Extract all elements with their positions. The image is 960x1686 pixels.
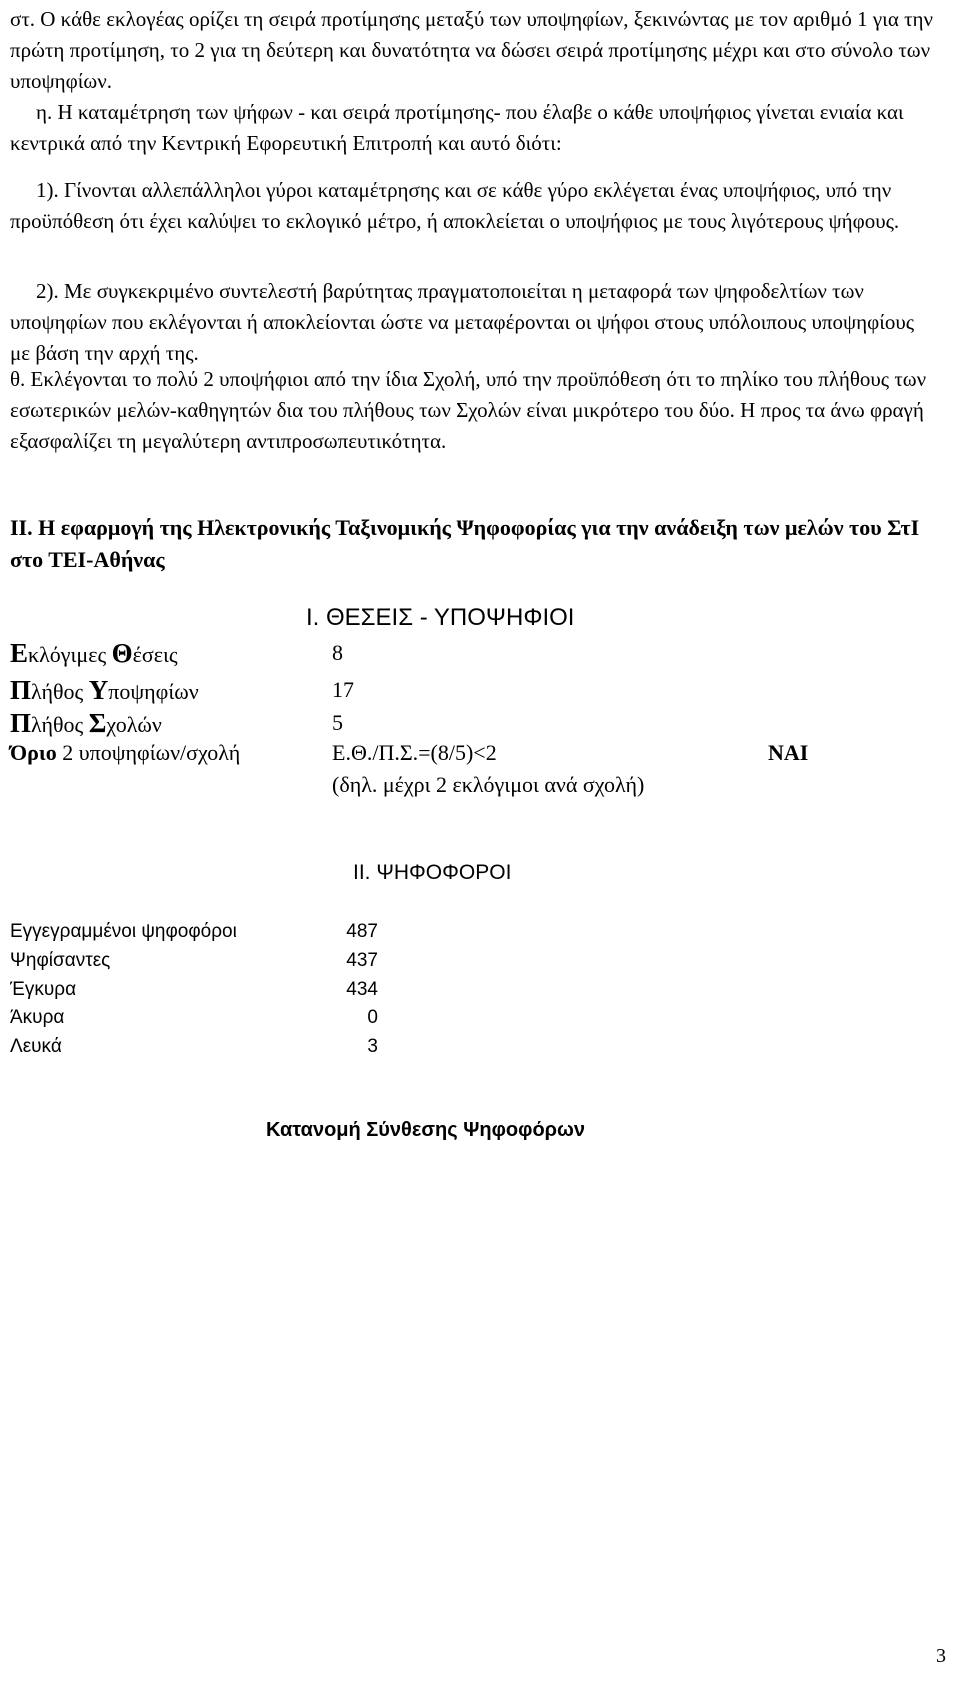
paragraph-item-1: 1). Γίνονται αλλεπάλληλοι γύροι καταμέτρησης και σε κάθε γύρο εκλέγεται ένας υποψήφιος, υπό την προϋπόθεση ότι έχει καλύψει το εκλογικό μέτρο, ή αποκλείεται ο υποψήφιος με τους λιγότερους ψήφους. bbox=[10, 178, 900, 233]
paragraph-item-2: 2). Με συγκεκριμένο συντελεστή βαρύτητας πραγματοποιείται η μεταφορά των ψηφοδελτίων των υποψηφίων που εκλέγονται ή αποκλείονται ώστε να μεταφέρονται οι ψήφοι στους υπόλοιπους υποψηφίους με βάση την αρχή της. bbox=[10, 279, 915, 365]
voters-title: ΙΙ. ΨΗΦΟΦΟΡΟΙ bbox=[353, 861, 512, 884]
limit-answer: ΝΑΙ bbox=[768, 740, 809, 765]
voters-row-value: 434 bbox=[346, 979, 378, 1000]
positions-row-value: 17 bbox=[332, 677, 354, 702]
voters-row-label: Άκυρα bbox=[10, 1007, 65, 1028]
page-number: 3 bbox=[936, 1645, 946, 1667]
positions-row-label: Πλήθος Σχολών bbox=[10, 708, 162, 738]
voters-row-label: Ψηφίσαντες bbox=[10, 950, 111, 971]
limit-note: (δηλ. μέχρι 2 εκλόγιμοι ανά σχολή) bbox=[332, 772, 645, 797]
positions-row-value: 8 bbox=[332, 640, 343, 665]
paragraph-theta: θ. Εκλέγονται το πολύ 2 υποψήφιοι από την ίδια Σχολή, υπό την προϋπόθεση ότι το πηλίκο του πλήθους των εσωτερικών μελών-καθηγητών δια του πλήθους των Σχολών είναι μικρότερο του δύο. Η προς τα άνω φραγή εξασφαλίζει τη μεγαλύτερη αντιπροσωπευτικότητα. bbox=[10, 367, 927, 453]
section-heading: ΙΙ. Η εφαρμογή της Ηλεκτρονικής Ταξινομικής Ψηφοφορίας για την ανάδειξη των μελών του ΣτΙ στο ΤΕΙ-Αθήνας bbox=[10, 515, 920, 572]
limit-formula: Ε.Θ./Π.Σ.=(8/5)<2 bbox=[332, 740, 497, 765]
voters-row-label: Λευκά bbox=[10, 1036, 62, 1057]
voters-row-value: 3 bbox=[367, 1036, 378, 1057]
paragraph-eta: η. Η καταμέτρηση των ψήφων - και σειρά προτίμησης- που έλαβε ο κάθε υποψήφιος γίνεται ενιαία και κεντρικά από την Κεντρική Εφορευτική Επιτροπή και αυτό διότι: bbox=[10, 100, 904, 155]
distribution-title: Κατανομή Σύνθεσης Ψηφοφόρων bbox=[266, 1119, 586, 1141]
limit-label: Όριο 2 υποψηφίων/σχολή bbox=[10, 740, 241, 765]
voters-row-value: 0 bbox=[367, 1007, 378, 1028]
voters-row-label: Έγκυρα bbox=[10, 979, 77, 1000]
positions-row-label: Πλήθος Υποψηφίων bbox=[10, 675, 199, 705]
voters-row-value: 487 bbox=[346, 921, 378, 942]
positions-title: Ι. ΘΕΣΕΙΣ - ΥΠΟΨΗΦΙΟΙ bbox=[306, 604, 575, 631]
voters-row-label: Εγγεγραμμένοι ψηφοφόροι bbox=[10, 921, 237, 942]
positions-row-label: Εκλόγιμες Θέσεις bbox=[10, 638, 178, 668]
voters-row-value: 437 bbox=[346, 950, 378, 971]
positions-row-value: 5 bbox=[332, 710, 343, 735]
paragraph-st: στ. Ο κάθε εκλογέας ορίζει τη σειρά προτίμησης μεταξύ των υποψηφίων, ξεκινώντας με τον αριθμό 1 για την πρώτη προτίμηση, το 2 για τη δεύτερη και δυνατότητα να δώσει σειρά προτίμησης μέχρι και στο σύνολο των υποψηφίων. bbox=[10, 7, 934, 93]
